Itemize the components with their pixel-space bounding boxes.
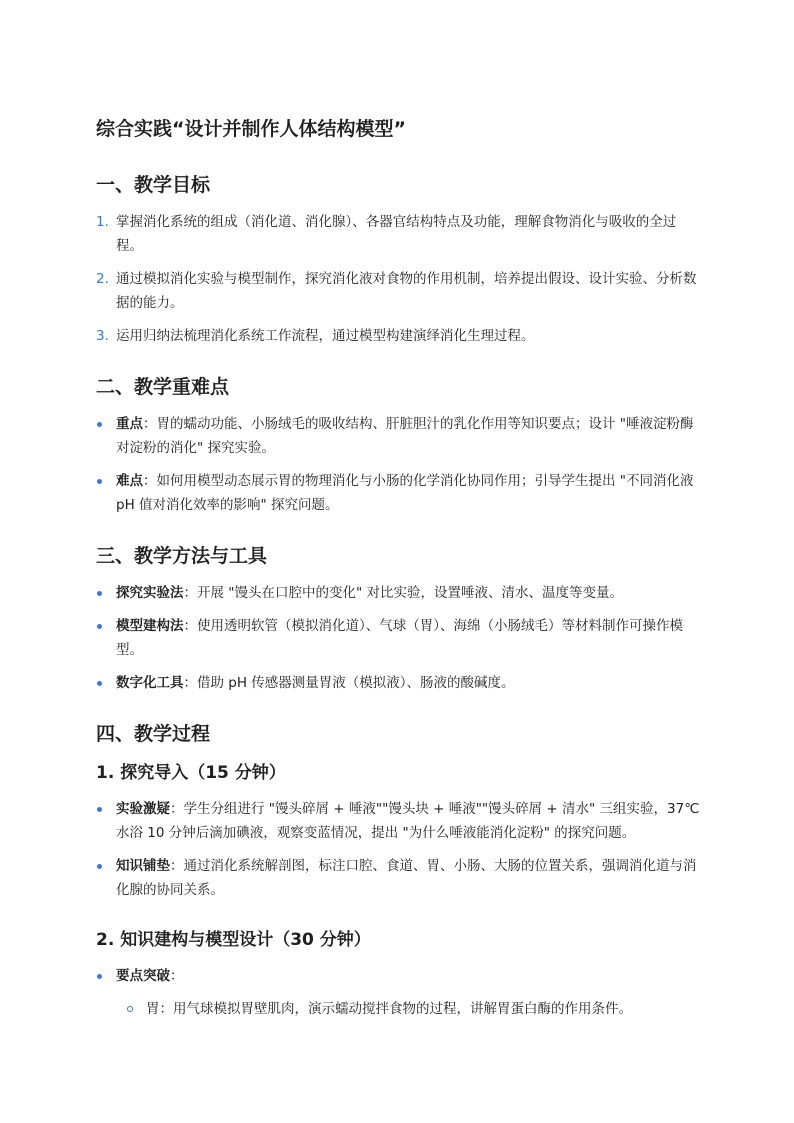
list-item-text: ：如何用模型动态展示胃的物理消化与小肠的化学消化协同作用；引导学生提出 "不同消化液 pH 值对消化效率的影响" 探究问题。 <box>116 473 694 513</box>
goals-list <box>96 210 700 348</box>
list-number: 2. <box>96 271 109 287</box>
list-item-label: 探究实验法 <box>116 585 184 601</box>
bullet-icon <box>97 807 102 812</box>
list-item-text: ：借助 pH 传感器测量胃液（模拟液）、肠液的酸碱度。 <box>183 675 515 691</box>
list-item <box>96 581 700 605</box>
bullet-icon <box>97 624 102 629</box>
section-heading-keypoints: 二、教学重难点 <box>96 376 230 398</box>
list-item <box>96 854 700 902</box>
list-item-text: ：学生分组进行 "馒头碎屑 + 唾液""馒头块 + 唾液""馒头碎屑 + 清水" 三组实验，37℃水浴 10 分钟后滴加碘液，观察变蓝情况，提出 "为什么唾液能消化淀粉" 的探究问题。 <box>116 801 700 841</box>
list-item-text: ：使用透明软管（模拟消化道）、气球（胃）、海绵（小肠绒毛）等材料制作可操作模型。 <box>116 618 683 658</box>
list-item <box>96 797 700 845</box>
bullet-icon <box>97 974 102 979</box>
list-number: 1. <box>96 214 109 230</box>
list-item-label: 重点 <box>116 416 143 432</box>
list-item <box>96 614 700 662</box>
list-item <box>96 671 700 695</box>
sub-list <box>116 997 700 1021</box>
hollow-bullet-icon <box>127 1006 133 1012</box>
section-heading-methods: 三、教学方法与工具 <box>96 545 268 567</box>
subsection-heading-step2: 2. 知识建构与模型设计（30 分钟） <box>96 930 371 950</box>
list-item-label: 数字化工具 <box>116 675 184 691</box>
keypoints-list <box>96 412 700 517</box>
list-item-text: ：通过消化系统解剖图，标注口腔、食道、胃、小肠、大肠的位置关系，强调消化道与消化腺的协同关系。 <box>116 858 697 898</box>
bullet-icon <box>97 864 102 869</box>
list-item-text: ： <box>170 968 184 984</box>
methods-list <box>96 581 700 695</box>
section-heading-goals: 一、教学目标 <box>96 174 211 196</box>
list-item-label: 模型建构法 <box>116 618 184 634</box>
section-heading-process: 四、教学过程 <box>96 723 211 745</box>
list-item-text: 通过模拟消化实验与模型制作，探究消化液对食物的作用机制，培养提出假设、设计实验、分析数据的能力。 <box>116 271 697 311</box>
list-item-label: 难点 <box>116 473 143 489</box>
list-item-text: 运用归纳法梳理消化系统工作流程，通过模型构建演绎消化生理过程。 <box>116 328 535 344</box>
page-title: 综合实践“设计并制作人体结构模型” <box>96 118 406 140</box>
list-item <box>96 412 700 460</box>
step2-list <box>96 964 700 1021</box>
list-item <box>96 964 700 1021</box>
bullet-icon <box>97 681 102 686</box>
bullet-icon <box>97 591 102 596</box>
sub-list-item <box>116 997 700 1021</box>
list-item-text: ：胃的蠕动功能、小肠绒毛的吸收结构、肝脏胆汁的乳化作用等知识要点；设计 "唾液淀粉酶对淀粉的消化" 探究实验。 <box>116 416 694 456</box>
list-item-text: ：开展 "馒头在口腔中的变化" 对比实验，设置唾液、清水、温度等变量。 <box>183 585 624 601</box>
sub-list-item-text: 胃：用气球模拟胃壁肌肉，演示蠕动搅拌食物的过程，讲解胃蛋白酶的作用条件。 <box>146 1001 632 1017</box>
bullet-icon <box>97 479 102 484</box>
list-item <box>96 267 700 315</box>
list-item-label: 要点突破 <box>116 968 170 984</box>
list-item-label: 知识铺垫 <box>116 858 170 874</box>
list-number: 3. <box>96 328 109 344</box>
bullet-icon <box>97 422 102 427</box>
list-item <box>96 210 700 258</box>
list-item-label: 实验激疑 <box>116 801 170 817</box>
list-item <box>96 324 700 348</box>
document-content <box>96 114 700 1045</box>
list-item <box>96 469 700 517</box>
list-item-text: 掌握消化系统的组成（消化道、消化腺）、各器官结构特点及功能，理解食物消化与吸收的全过程。 <box>116 214 677 254</box>
step1-list <box>96 797 700 902</box>
subsection-heading-step1: 1. 探究导入（15 分钟） <box>96 763 286 783</box>
